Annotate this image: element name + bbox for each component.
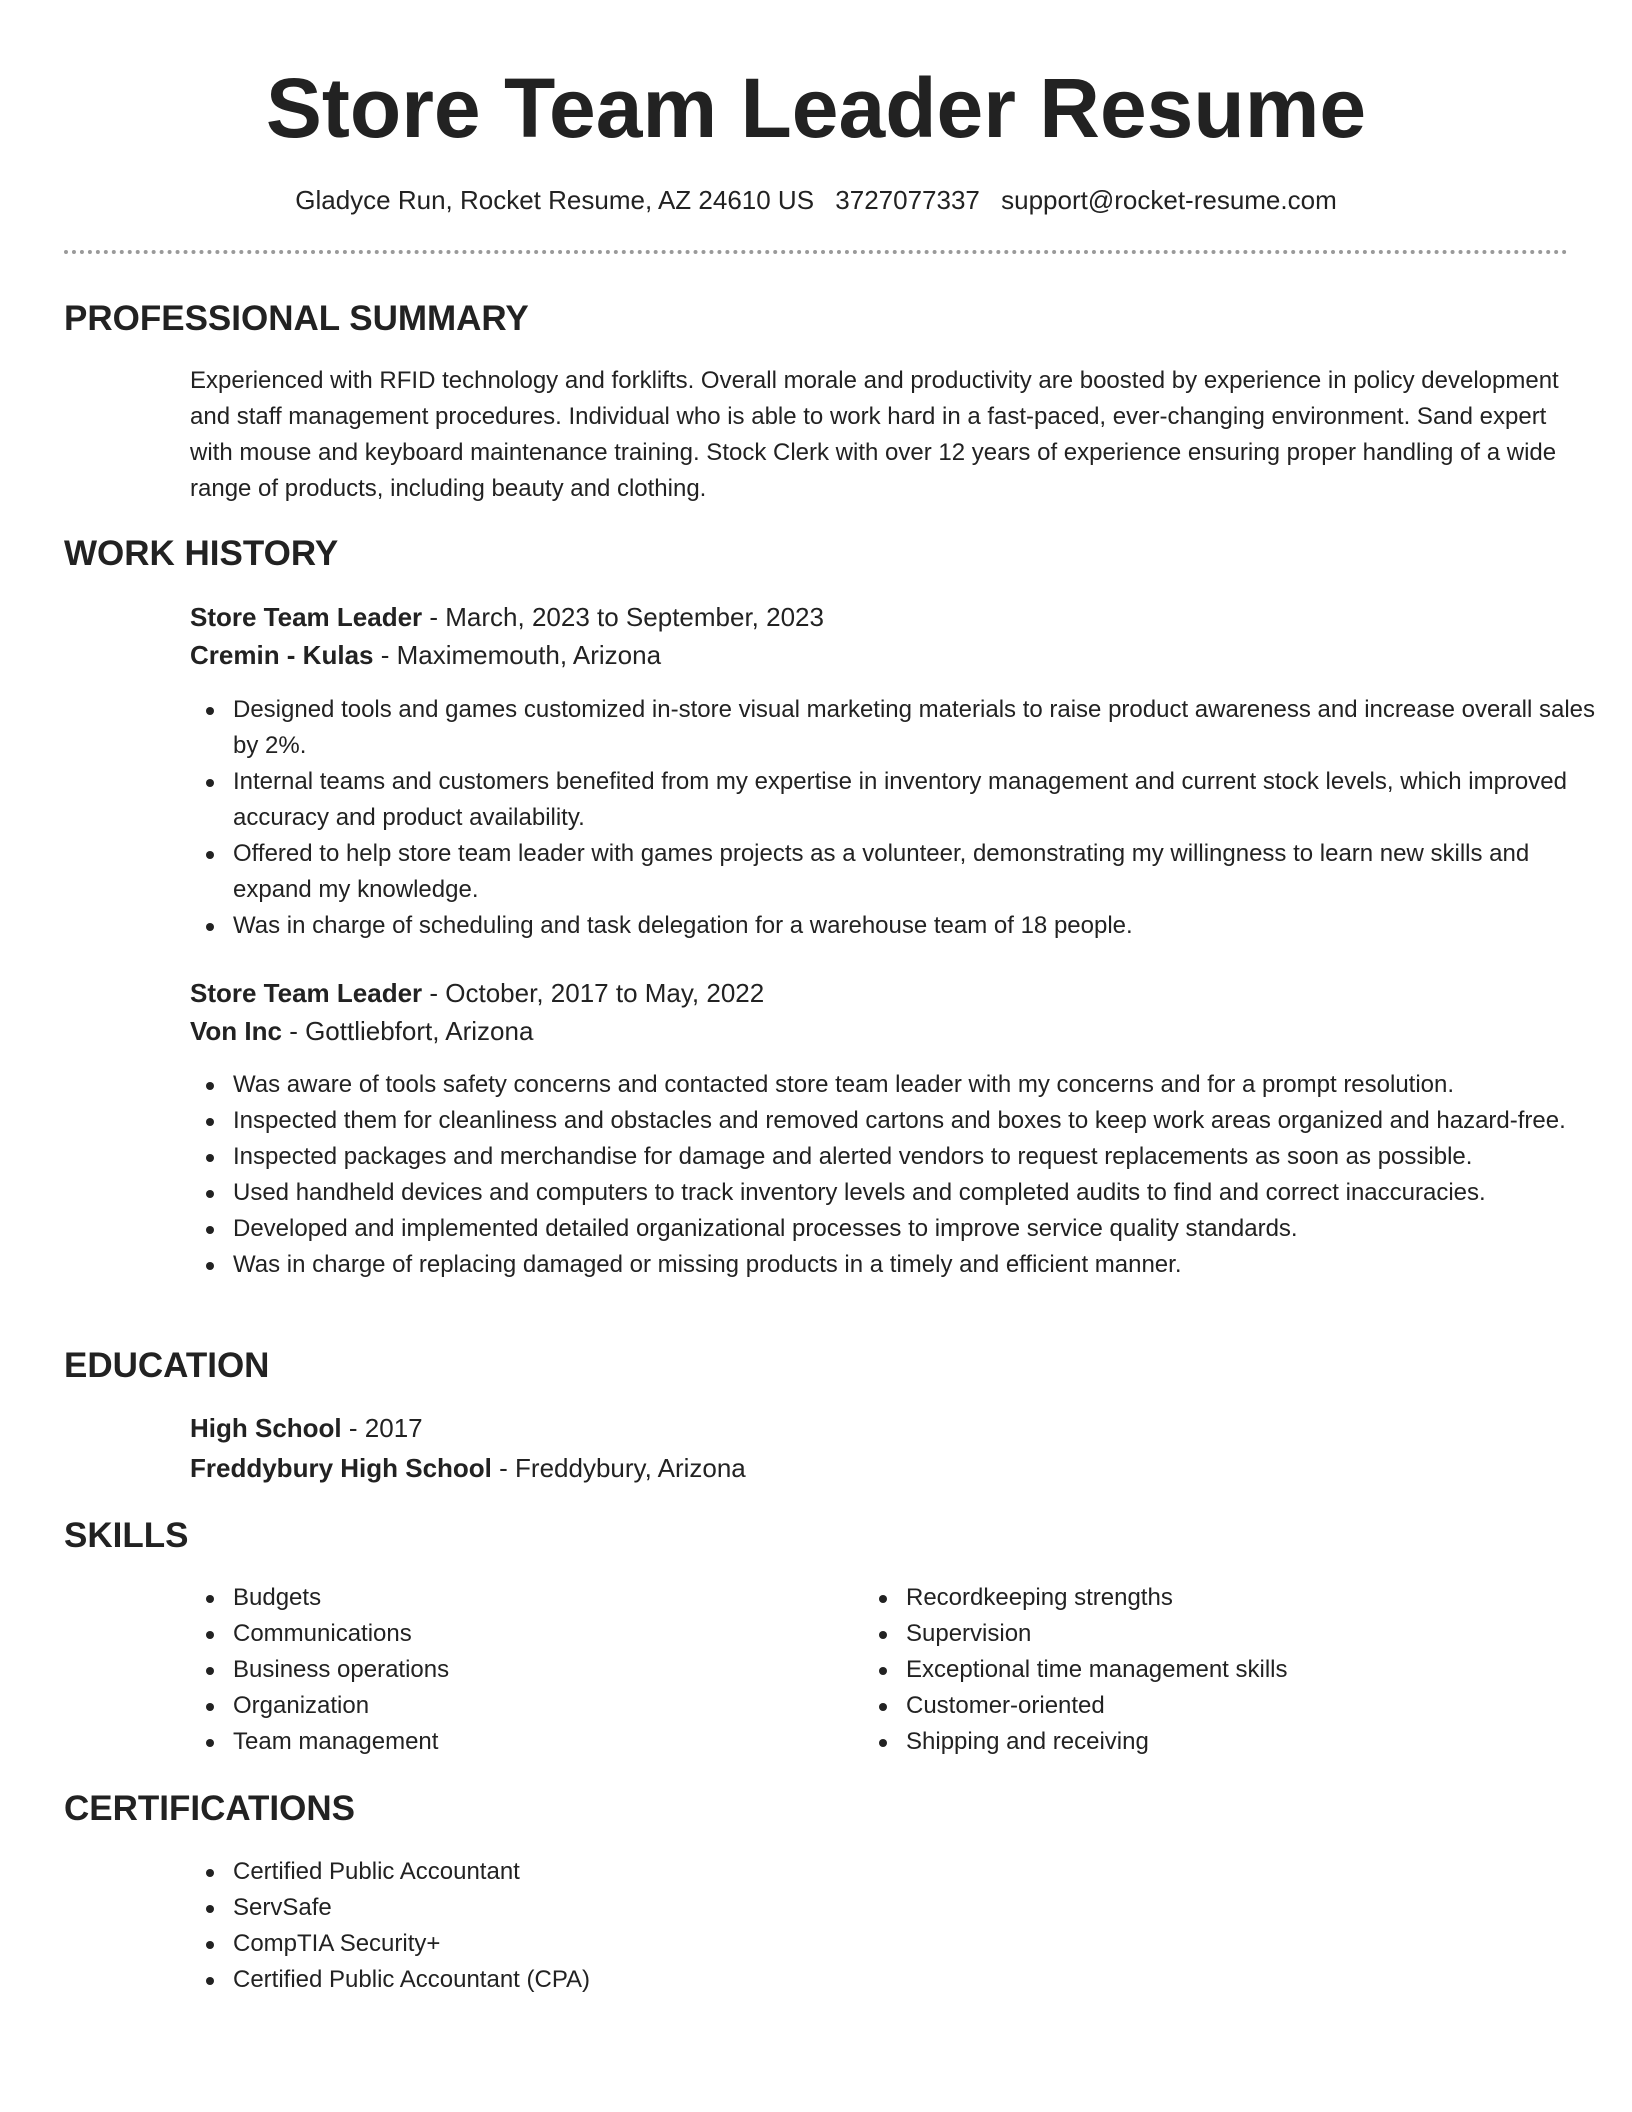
contact-line [0, 182, 1632, 218]
job-1-dates: - March, 2023 to September, 2023 [422, 602, 824, 632]
work-heading: WORK HISTORY [64, 534, 339, 573]
skills-list-right [863, 1580, 1606, 1760]
list-item: Shipping and receiving [906, 1724, 1606, 1760]
list-item: Was in charge of replacing damaged or missing products in a timely and efficient manner. [233, 1247, 1613, 1283]
list-item: Recordkeeping strengths [906, 1580, 1606, 1616]
education-school-line [190, 1450, 746, 1486]
job-1-company: Cremin - Kulas [190, 640, 374, 670]
list-item: Certified Public Accountant [233, 1854, 1233, 1890]
certifications-heading: CERTIFICATIONS [64, 1789, 356, 1828]
list-item: Was in charge of scheduling and task delegation for a warehouse team of 18 people. [233, 908, 1613, 944]
job-2-company-line [190, 1013, 533, 1049]
job-1-title: Store Team Leader [190, 602, 423, 632]
list-item: Team management [233, 1724, 853, 1760]
job-2-bullets [190, 1067, 1613, 1283]
list-item: Designed tools and games customized in-store visual marketing materials to raise product awareness and increase overall sales by 2%. [233, 692, 1613, 764]
job-2-title-line [190, 975, 764, 1011]
list-item: Supervision [906, 1616, 1606, 1652]
education-school: Freddybury High School [190, 1453, 492, 1483]
job-2-dates: - October, 2017 to May, 2022 [422, 978, 765, 1008]
list-item: Budgets [233, 1580, 853, 1616]
list-item: Exceptional time management skills [906, 1652, 1606, 1688]
list-item: ServSafe [233, 1890, 1233, 1926]
contact-address: Gladyce Run, Rocket Resume, AZ 24610 US [295, 185, 815, 215]
job-1-location: - Maximemouth, Arizona [373, 640, 662, 670]
list-item: Used handheld devices and computers to track inventory levels and completed audits to find and correct inaccuracies. [233, 1175, 1613, 1211]
job-2-company: Von Inc [190, 1016, 282, 1046]
list-item: Certified Public Accountant (CPA) [233, 1962, 1233, 1998]
list-item: Inspected them for cleanliness and obstacles and removed cartons and boxes to keep work areas organized and hazard-free. [233, 1103, 1613, 1139]
education-degree-line [190, 1410, 423, 1446]
list-item: Internal teams and customers benefited from my expertise in inventory management and current stock levels, which improved accuracy and product availability. [233, 764, 1613, 836]
education-year: - 2017 [341, 1413, 423, 1443]
education-heading: EDUCATION [64, 1346, 270, 1385]
list-item: Was aware of tools safety concerns and contacted store team leader with my concerns and for a prompt resolution. [233, 1067, 1613, 1103]
list-item: CompTIA Security+ [233, 1926, 1233, 1962]
certifications-list [190, 1854, 1233, 1998]
summary-heading: PROFESSIONAL SUMMARY [64, 299, 529, 338]
list-item: Communications [233, 1616, 853, 1652]
job-1-title-line [190, 599, 824, 635]
job-1-bullets [190, 692, 1613, 944]
skills-heading: SKILLS [64, 1516, 189, 1555]
contact-phone: 3727077337 [835, 185, 980, 215]
summary-text: Experienced with RFID technology and forklifts. Overall morale and productivity are boosted by experience in policy development and staff management procedures. Individual who is able to work hard in a fast-paced, ever-changing environment. Sand expert with mouse and keyboard maintenance training. Stock Clerk with over 12 years of experience ensuring proper handling of a wide range of products, including beauty and clothing. [190, 367, 1559, 502]
list-item: Organization [233, 1688, 853, 1724]
list-item: Inspected packages and merchandise for damage and alerted vendors to request replacements as soon as possible. [233, 1139, 1613, 1175]
contact-email: support@rocket-resume.com [1001, 185, 1337, 215]
job-2-location: - Gottliebfort, Arizona [281, 1016, 534, 1046]
education-location: - Freddybury, Arizona [491, 1453, 746, 1483]
skills-list-left [190, 1580, 853, 1760]
list-item: Developed and implemented detailed organizational processes to improve service quality standards. [233, 1211, 1613, 1247]
header-divider [64, 250, 1568, 254]
resume-title: Store Team Leader Resume [265, 61, 1367, 155]
list-item: Business operations [233, 1652, 853, 1688]
job-1-company-line [190, 637, 661, 673]
list-item: Offered to help store team leader with games projects as a volunteer, demonstrating my willingness to learn new skills and expand my knowledge. [233, 836, 1613, 908]
education-degree: High School [190, 1413, 342, 1443]
job-2-title: Store Team Leader [190, 978, 423, 1008]
list-item: Customer-oriented [906, 1688, 1606, 1724]
